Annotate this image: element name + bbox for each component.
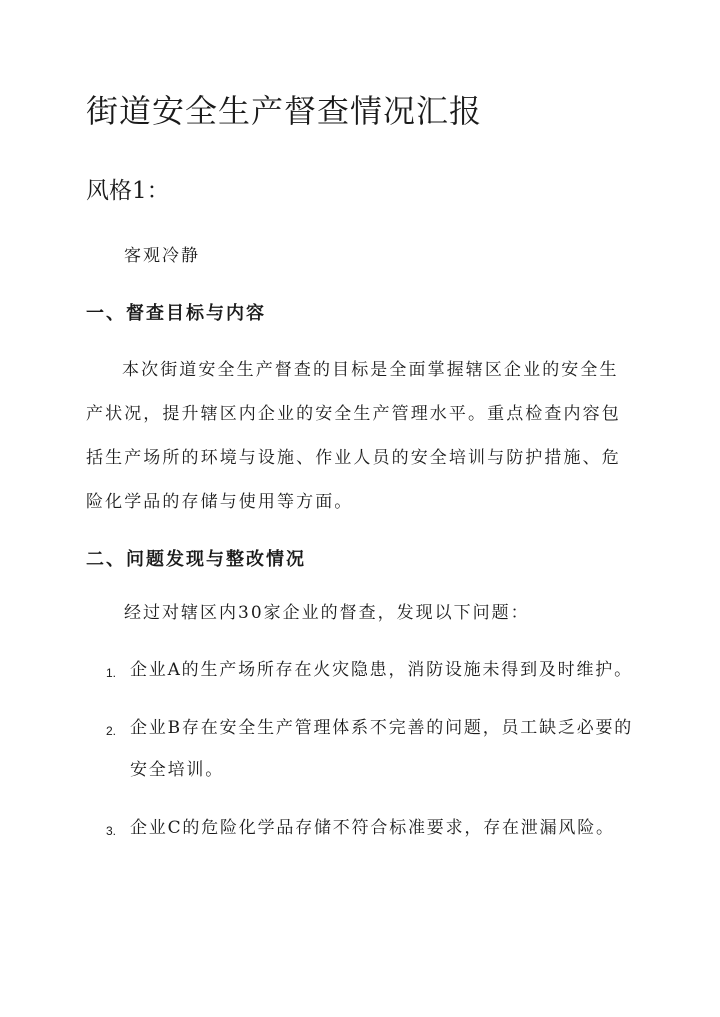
list-item: [106, 707, 640, 791]
section-heading-findings: 二、问题发现与整改情况: [86, 549, 306, 570]
list-item: [106, 649, 640, 691]
list-item-number: 1.: [106, 666, 117, 680]
findings-intro: 经过对辖区内30家企业的督查，发现以下问题：: [124, 603, 530, 623]
findings-list: [106, 649, 640, 865]
list-item: [106, 807, 640, 849]
list-item-number: 2.: [106, 724, 117, 738]
document-title: 街道安全生产督查情况汇报: [86, 92, 483, 130]
objectives-paragraph: 本次街道安全生产督查的目标是全面掌握辖区企业的安全生产状况，提升辖区内企业的安全生产管理水平。重点检查内容包括生产场所的环境与设施、作业人员的安全培训与防护措施、危险化学品的存储与使用等方面。: [86, 360, 621, 512]
section-heading-objectives: 一、督查目标与内容: [86, 303, 266, 324]
list-item-text: 企业B存在安全生产管理体系不完善的问题，员工缺乏必要的安全培训。: [130, 718, 634, 780]
style-value: 客观冷静: [124, 246, 200, 266]
list-item-text: 企业A的生产场所存在火灾隐患，消防设施未得到及时维护。: [130, 660, 633, 680]
style-label: 风格1：: [86, 178, 170, 204]
list-item-number: 3.: [106, 824, 117, 838]
list-item-text: 企业C的危险化学品存储不符合标准要求，存在泄漏风险。: [130, 818, 615, 838]
